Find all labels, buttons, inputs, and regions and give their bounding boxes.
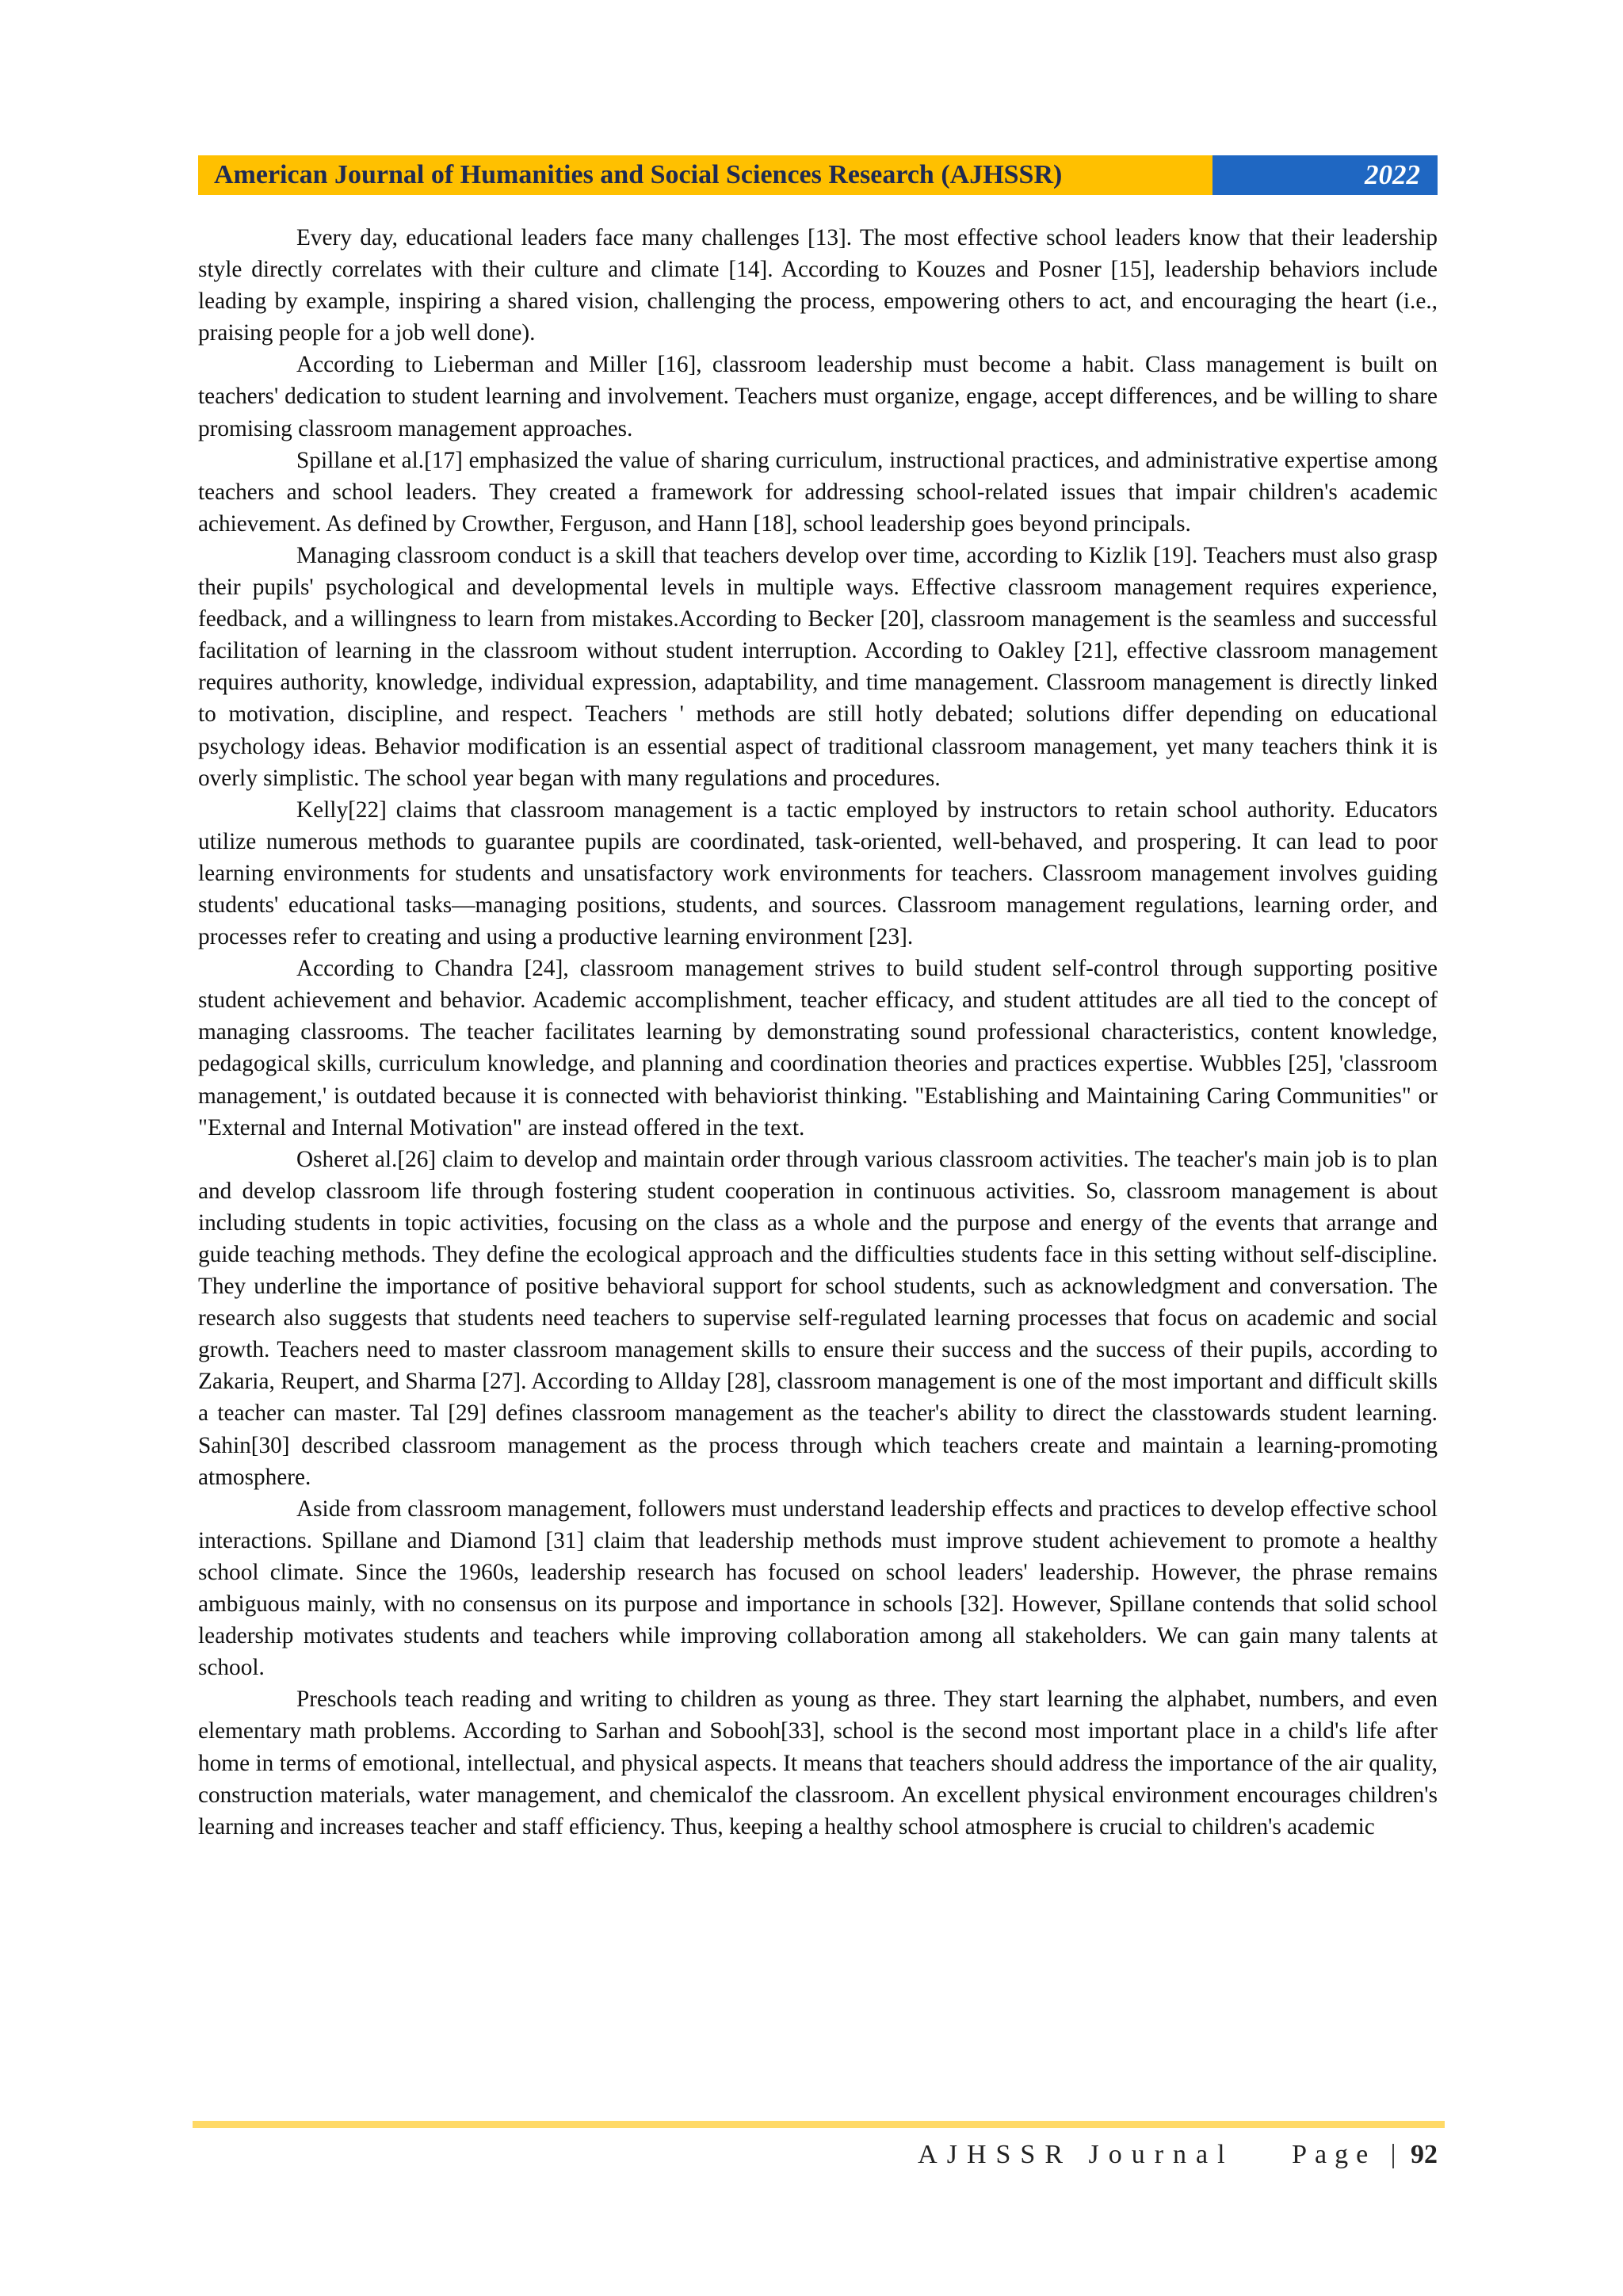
paragraph: According to Chandra [24], classroom management strives to build student self-control through supporting positive student achievement and behavior. Academic accomplishment, teacher efficacy, and student attitudes are all tied to the concept of managing classrooms. The teacher facilitates learning by demonstrating sound professional characteristics, content knowledge, pedagogical skills, curriculum knowledge, and planning and coordination theories and practices expertise. Wubbles [25], 'classroom management,' is outdated because it is connected with behaviorist thinking. "Establishing and Maintaining Caring Communities" or "External and Internal Motivation" are instead offered in the text. bbox=[198, 956, 1438, 1140]
paragraph: Managing classroom conduct is a skill that teachers develop over time, according to Kizlik [19]. Teachers must also grasp their pupils' psychological and developmental levels in multiple ways. Effective classroom management requires experience, feedback, and a willingness to learn from mistakes.According to Becker [20], classroom management is the seamless and successful facilitation of learning in the classroom without student interruption. According to Oakley [21], effective classroom management requires authority, knowledge, individual expression, adaptability, and time management. Classroom management is directly linked to motivation, discipline, and respect. Teachers ' methods are still hotly debated; solutions differ depending on educational psychology ideas. Behavior modification is an essential aspect of traditional classroom management, yet many teachers think it is overly simplistic. The school year began with many regulations and procedures. bbox=[198, 542, 1438, 791]
paragraph: Every day, educational leaders face many challenges [13]. The most effective school leaders know that their leadership style directly correlates with their culture and climate [14]. According to Kouzes and Posner [15], leadership behaviors include leading by example, inspiring a shared vision, challenging the process, empowering others to act, and encouraging the heart (i.e., praising people for a job well done). bbox=[198, 225, 1438, 346]
paragraph: Kelly[22] claims that classroom management is a tactic employed by instructors to retain school authority. Educators utilize numerous methods to guarantee pupils are coordinated, task-oriented, well-behaved, and prospering. It can lead to poor learning environments for students and unsatisfactory work environments for teachers. Classroom management involves guiding students' educational tasks—managing positions, students, and sources. Classroom management regulations, learning order, and processes refer to creating and using a productive learning environment [23]. bbox=[198, 797, 1438, 950]
paragraph: Spillane et al.[17] emphasized the value of sharing curriculum, instructional practices, and administrative expertise among teachers and school leaders. They created a framework for addressing school-related issues that impair children's academic achievement. As defined by Crowther, Ferguson, and Hann [18], school leadership goes beyond principals. bbox=[198, 447, 1438, 537]
article-body bbox=[198, 222, 1438, 1843]
footer-page-label: Page | bbox=[1292, 2140, 1404, 2169]
journal-year: 2022 bbox=[1212, 155, 1438, 195]
paragraph: Osheret al.[26] claim to develop and maintain order through various classroom activities. The teacher's main job is to plan and develop classroom life through fostering student cooperation in continuous activities. So, classroom management is about including students in topic activities, focusing on the class as a whole and the purpose and energy of the events that arrange and guide teaching methods. They define the ecological approach and the difficulties students face in this setting without self-discipline. They underline the importance of positive behavioral support for school students, such as acknowledgment and conversation. The research also suggests that students need teachers to supervise self-regulated learning processes that focus on academic and social growth. Teachers need to master classroom management skills to ensure their success and the success of their pupils, according to Zakaria, Reupert, and Sharma [27]. According to Allday [28], classroom management is one of the most important and difficult skills a teacher can master. Tal [29] defines classroom management as the teacher's ability to direct the classtowards student learning. Sahin[30] described classroom management as the process through which teachers create and maintain a learning-promoting atmosphere. bbox=[198, 1146, 1438, 1490]
paragraph: Aside from classroom management, followers must understand leadership effects and practices to develop effective school interactions. Spillane and Diamond [31] claim that leadership methods must improve student achievement to promote a healthy school climate. Since the 1960s, leadership research has focused on school leaders' leadership. However, the phrase remains ambiguous mainly, with no consensus on its purpose and importance in schools [32]. However, Spillane contends that solid school leadership motivates students and teachers while improving collaboration among all stakeholders. We can gain many talents at school. bbox=[198, 1496, 1438, 1681]
journal-header bbox=[198, 155, 1438, 195]
paragraph: According to Lieberman and Miller [16], classroom leadership must become a habit. Class management is built on teachers' dedication to student learning and involvement. Teachers must organize, engage, accept differences, and be willing to share promising classroom management approaches. bbox=[198, 352, 1438, 441]
footer-page-number: 92 bbox=[1411, 2140, 1438, 2169]
paragraph: Preschools teach reading and writing to children as young as three. They start learning the alphabet, numbers, and even elementary math problems. According to Sarhan and Sobooh[33], school is the second most important place in a child's life after home in terms of emotional, intellectual, and physical aspects. It means that teachers should address the importance of the air quality, construction materials, water management, and chemicalof the classroom. An excellent physical environment encourages children's learning and increases teacher and staff efficiency. Thus, keeping a healthy school atmosphere is crucial to children's academic bbox=[198, 1687, 1438, 1839]
page-footer bbox=[918, 2140, 1438, 2170]
footer-divider bbox=[193, 2121, 1445, 2128]
footer-journal-name: AJHSSR Journal bbox=[918, 2140, 1235, 2169]
journal-title: American Journal of Humanities and Social Sciences Research (AJHSSR) bbox=[198, 155, 1212, 195]
